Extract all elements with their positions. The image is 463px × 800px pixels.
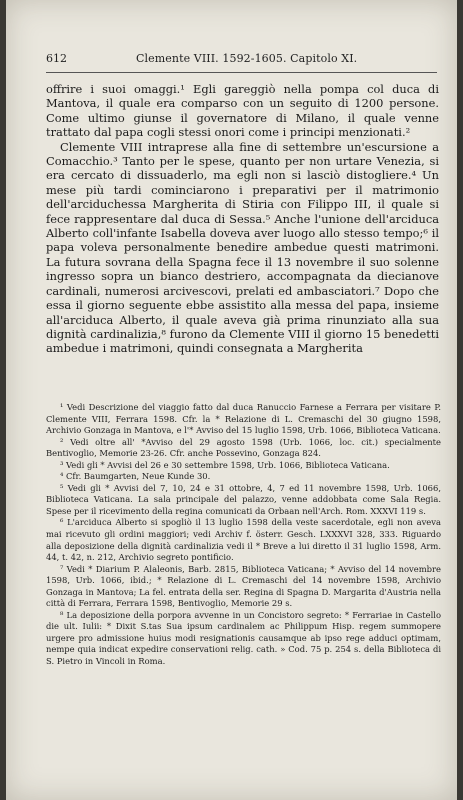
- footnote: ³ Vedi gli * Avvisi del 26 e 30 settembre 1598, Urb. 1066, Biblioteca Vaticana.: [60, 459, 390, 470]
- footnote: ² Vedi oltre all' *Avviso del 29 agosto 1598 (Urb. 1066, loc. cit.) specialmente Bentivoglio, Memorie 23-26. Cfr. anche Possevino, Gonzaga 824.: [46, 436, 441, 459]
- header-rule: [46, 72, 437, 73]
- footnote: ⁵ Vedi gli * Avvisi del 7, 10, 24 e 31 ottobre, 4, 7 ed 11 novembre 1598, Urb. 1066, Biblioteca Vaticana. La sala principale del palazzo, venne addobbata come Sala Regia. Spese per il ricevimento della regina comunicati da Orbaan nell'Arch. Rom. XXXVI 119 s.: [46, 482, 441, 516]
- footnote: ⁷ Vedi * Diarium P. Alaleonis, Barb. 2815, Biblioteca Vaticana; * Avviso del 14 novembre 1598, Urb. 1066, ibid.; * Relazione di L. Cremaschi del 14 novembre 1598, Archivio Gonzaga in Mantova; La fel. entrata della ser. Regina di Spagna D. Margarita d'Austria nella città di Ferrara, Ferrara 1598, Bentivoglio, Memorie 29 s.: [46, 563, 441, 609]
- footnotes: [46, 402, 441, 668]
- running-header: [46, 52, 435, 68]
- running-title: Clemente VIII. 1592-1605. Capitolo XI.: [136, 52, 358, 65]
- main-text: [46, 82, 439, 356]
- footnote: ⁶ L'arciduca Alberto si spogliò il 13 luglio 1598 della veste sacerdotale, egli non aveva mai ricevuto gli ordini maggiori; vedi Archiv f. österr. Gesch. LXXXVI 328, 333. Riguardo alla deposizione della dignità cardinalizia vedi il * Breve a lui diretto il 31 luglio 1598, Arm. 44, t. 42, n. 212, Archivio segreto pontificio.: [46, 517, 441, 563]
- page-number: 612: [46, 52, 67, 65]
- book-page: [6, 0, 457, 800]
- footnote: ¹ Vedi Descrizione del viaggio fatto dal duca Ranuccio Farnese a Ferrara per visitare P. Clemente VIII, Ferrara 1598. Cfr. la * Relazione di L. Cremaschi del 30 giugno 1598, Archivio Gonzaga in Mantova, e l'* Avviso del 15 luglio 1598, Urb. 1066, Biblioteca Vaticana.: [46, 402, 441, 436]
- paragraph: offrire i suoi omaggi.¹ Egli gareggiò nella pompa col duca di Mantova, il quale era comparso con un seguito di 1200 persone. Come ultimo giunse il governatore di Milano, il quale venne trattato dal papa cogli stessi onori come i principi menzionati.²: [46, 82, 439, 140]
- footnote: ⁸ La deposizione della porpora avvenne in un Concistoro segreto: * Ferrariae in Castello die ult. Iulii: * Dixit S.tas Sua ipsum cardinalem ac Philippum Hisp. regem summopere urgere pro admissione huius modi resignationis causamque ab ipso rege adduci optimam, nempe quia indicat expedire conservationi relig. cath. » Cod. 75 p. 254 s. della Biblioteca di S. Pietro in Vincoli in Roma.: [46, 609, 441, 667]
- paragraph: Clemente VIII intraprese alla fine di settembre un'escursione a Comacchio.³ Tanto per le spese, quanto per non urtare Venezia, si era cercato di dissuaderlo, ma egli non si lasciò distogliere.⁴ Un mese più tardi cominciarono i preparativi per il matrimonio dell'arciduchessa Margherita di Stiria con Filippo III, il quale si fece rappresentare dal duca di Sessa.⁵ Anche l'unione dell'arciduca Alberto coll'infante Isabella doveva aver luogo allo stesso tempo;⁶ il papa voleva personalmente benedire ambedue questi matrimoni. La futura sovrana della Spagna fece il 13 novembre il suo solenne ingresso sopra un bianco destriero, accompagnata da diecianove cardinali, numerosi arcivescovi, prelati ed ambasciatori.⁷ Dopo che essa il giorno seguente ebbe assistito alla messa del papa, insieme all'arciduca Alberto, il quale aveva già prima rinunziato alla sua dignità cardinalizia,⁸ furono da Clemente VIII il giorno 15 benedetti ambedue i matrimoni, quindi consegnata a Margherita: [46, 139, 439, 356]
- footnote: ⁴ Cfr. Baumgarten, Neue Kunde 30.: [60, 471, 211, 482]
